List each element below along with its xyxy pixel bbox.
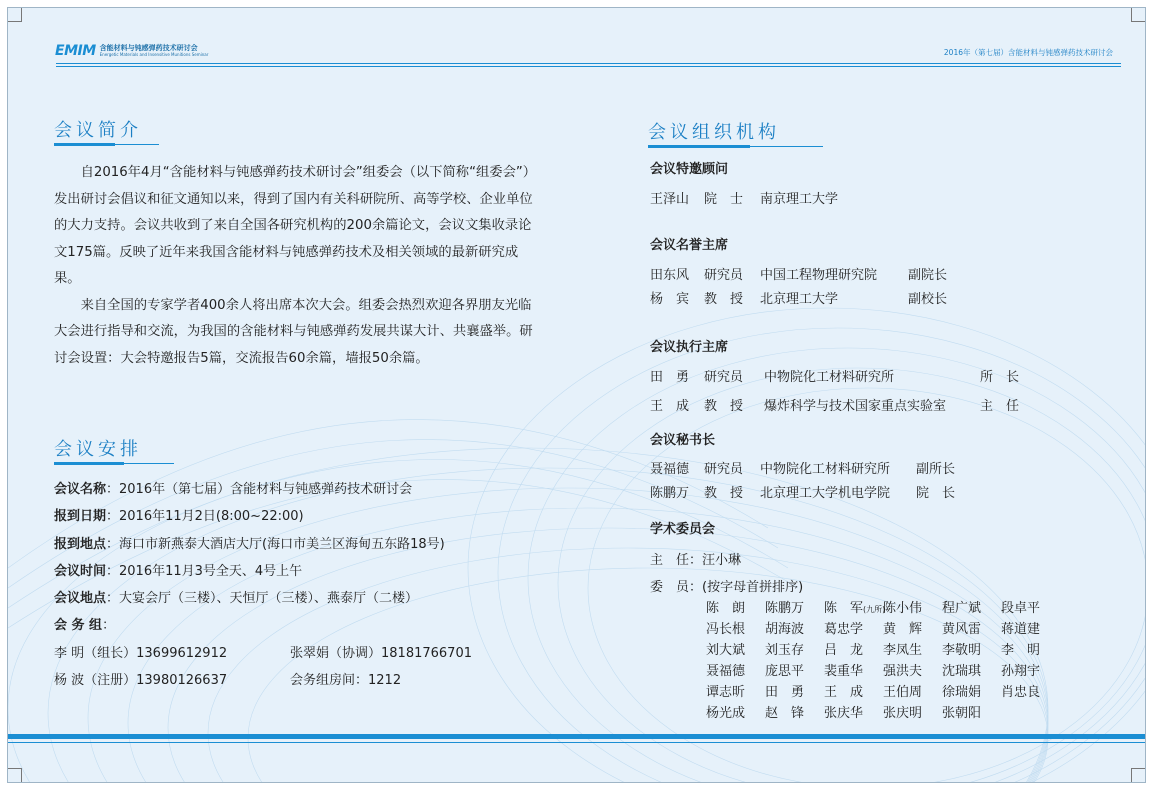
contact-row xyxy=(54,667,472,694)
person-title: 研究员 xyxy=(704,268,744,283)
advisor-heading: 会议特邀顾问 xyxy=(650,162,729,177)
schedule-list xyxy=(54,476,472,694)
header-rule xyxy=(56,63,1121,64)
schedule-item xyxy=(54,531,472,558)
person-affiliation: 北京理工大学 xyxy=(760,292,839,307)
member-name: 胡海波 xyxy=(765,622,805,637)
crop-mark xyxy=(1131,7,1146,22)
logo-english-name: Energetic Materials and Insensitive Munitions Seminar xyxy=(99,52,209,57)
schedule-item xyxy=(54,612,472,639)
intro-text xyxy=(54,160,538,372)
person-position: 所 长 xyxy=(980,370,1020,385)
member-name: 黄风雷 xyxy=(942,622,982,637)
schedule-value: ：2016年11月2日(8:00~22:00) xyxy=(106,509,304,525)
footer-rule xyxy=(8,742,1145,743)
member-name: 王伯周 xyxy=(883,685,923,700)
person-name: 陈鹏万 xyxy=(650,486,690,501)
logo-text xyxy=(100,45,209,57)
member-name: 刘大斌 xyxy=(706,643,746,658)
schedule-label: 会 务 组 xyxy=(54,618,103,634)
schedule-value: ： xyxy=(102,618,116,634)
schedule-value: ：大宴会厅（三楼）、天恒厅（三楼）、燕泰厅（二楼） xyxy=(106,591,419,607)
emim-logo xyxy=(55,43,208,59)
schedule-title: 会议安排 xyxy=(54,439,142,460)
member-name: 吕 龙 xyxy=(824,643,864,658)
logo-chinese-name: 含能材料与钝感弹药技术研讨会 xyxy=(99,44,198,52)
member-name: 刘玉存 xyxy=(765,643,805,658)
committee-members-grid xyxy=(706,598,1060,724)
person-name: 杨 宾 xyxy=(650,292,690,307)
intro-paragraph: 来自全国的专家学者400余人将出席本次大会。组委会热烈欢迎各界朋友光临大会进行指导和交流，为我国的含能材料与钝感弹药发展共谋大计、共襄盛举。研讨会设置：大会特邀报告5篇，交流报告60余篇，墙报50余篇。 xyxy=(54,297,533,366)
schedule-label: 会议时间 xyxy=(54,563,107,579)
member-name: 冯长根 xyxy=(706,622,746,637)
schedule-item xyxy=(54,476,472,503)
member-name: 强洪夫 xyxy=(883,664,923,679)
crop-mark xyxy=(7,7,22,22)
contact: 张翠娟（协调）18181766701 xyxy=(290,645,472,661)
member-row xyxy=(706,661,1060,682)
member-name: 田 勇 xyxy=(765,685,805,700)
schedule-label: 会议名称 xyxy=(54,482,107,497)
person-position: 院 长 xyxy=(916,486,956,501)
person-affiliation: 中物院化工材料研究所 xyxy=(764,370,895,385)
crop-mark xyxy=(1131,768,1146,783)
person-name: 田东风 xyxy=(650,268,690,283)
member-name: 王 成 xyxy=(824,685,864,700)
logo-mark: EMIM xyxy=(55,43,96,59)
person-title: 教 授 xyxy=(704,486,744,501)
schedule-item xyxy=(54,503,472,530)
person-affiliation: 爆炸科学与技术国家重点实验室 xyxy=(764,399,947,414)
person-title: 院 士 xyxy=(704,192,744,207)
member-name: 聂福德 xyxy=(706,664,746,679)
honorary-heading: 会议名誉主席 xyxy=(650,238,729,253)
member-name: 赵 锋 xyxy=(765,706,805,721)
member-name: 张朝阳 xyxy=(942,706,982,721)
member-name: 杨光成 xyxy=(706,706,746,721)
person-title: 研究员 xyxy=(704,370,744,385)
intro-paragraph: 自2016年4月“含能材料与钝感弹药技术研讨会”组委会（以下简称“组委会”）发出研讨会倡议和征文通知以来，得到了国内有关科研院所、高等学校、企业单位的大力支持。会议共收到了来自全国各研究机构的200余篇论文，会议文集收录论文175篇。反映了近年来我国含能材料与钝感弹药技术及相关领域的最新研究成果。 xyxy=(54,165,537,286)
document-page xyxy=(7,7,1146,783)
member-name: 陈鹏万 xyxy=(765,601,805,616)
running-title: 2016年（第七届）含能材料与钝感弹药技术研讨会 xyxy=(943,48,1113,57)
committee-heading: 学术委员会 xyxy=(650,522,716,537)
contact: 会务组房间：1212 xyxy=(290,673,402,689)
schedule-item xyxy=(54,558,472,585)
organization-title-rule xyxy=(648,146,823,147)
organization-title: 会议组织机构 xyxy=(648,122,780,143)
schedule-label: 报到地点 xyxy=(54,536,107,552)
member-name: 徐瑞娟 xyxy=(942,685,982,700)
footer-band xyxy=(8,734,1145,739)
contact: 李 明（组长）13699612912 xyxy=(54,645,228,661)
member-name: 沈瑞琪 xyxy=(942,664,982,679)
member-name: 庞思平 xyxy=(765,664,805,679)
person-position: 主 任 xyxy=(980,399,1020,414)
member-row xyxy=(706,703,1060,724)
member-name: 孙翔宇 xyxy=(1001,664,1041,679)
member-name: 陈 朗 xyxy=(706,601,746,616)
secretary-heading: 会议秘书长 xyxy=(650,433,716,448)
person-name: 田 勇 xyxy=(650,370,690,385)
member-note: (九所) xyxy=(863,605,886,614)
member-row xyxy=(706,598,1060,619)
person-affiliation: 中物院化工材料研究所 xyxy=(760,462,891,477)
person-affiliation: 南京理工大学 xyxy=(760,192,839,207)
member-name: 李敬明 xyxy=(942,643,982,658)
member-name-text: 陈 军 xyxy=(824,601,864,616)
contact: 杨 波（注册）13980126637 xyxy=(54,673,228,689)
intro-title: 会议简介 xyxy=(54,120,142,141)
member-name xyxy=(824,598,886,619)
schedule-item xyxy=(54,585,472,612)
member-name: 段卓平 xyxy=(1001,601,1041,616)
member-name: 谭志昕 xyxy=(706,685,746,700)
header-rule xyxy=(56,66,1121,67)
member-name: 蒋道建 xyxy=(1001,622,1041,637)
member-name: 程广斌 xyxy=(942,601,982,616)
crop-mark xyxy=(7,768,22,783)
schedule-label: 会议地点 xyxy=(54,591,107,607)
committee-members-label: 委 员：(按字母首拼排序) xyxy=(650,580,804,595)
member-row xyxy=(706,640,1060,661)
member-row xyxy=(706,682,1060,703)
person-position: 副校长 xyxy=(908,292,948,307)
member-row xyxy=(706,619,1060,640)
person-title: 教 授 xyxy=(704,399,744,414)
member-name: 陈小伟 xyxy=(883,601,923,616)
exec-heading: 会议执行主席 xyxy=(650,340,729,355)
committee-chair: 主 任：汪小琳 xyxy=(650,553,742,568)
member-name: 裴重华 xyxy=(824,664,864,679)
schedule-value: ：海口市新燕泰大酒店大厅(海口市美兰区海甸五东路18号) xyxy=(106,536,445,552)
person-title: 教 授 xyxy=(704,292,744,307)
schedule-label: 报到日期 xyxy=(54,509,107,525)
person-position: 副院长 xyxy=(908,268,948,283)
schedule-value: ：2016年（第七届）含能材料与钝感弹药技术研讨会 xyxy=(106,482,413,497)
member-name: 张庆华 xyxy=(824,706,864,721)
member-name: 葛忠学 xyxy=(824,622,864,637)
person-affiliation: 中国工程物理研究院 xyxy=(760,268,878,283)
contact-row xyxy=(54,640,472,667)
person-name: 王泽山 xyxy=(650,192,690,207)
intro-title-rule xyxy=(54,144,159,145)
member-name: 李凤生 xyxy=(883,643,923,658)
person-position: 副所长 xyxy=(916,462,956,477)
member-name: 肖忠良 xyxy=(1001,685,1041,700)
schedule-title-rule xyxy=(54,463,174,464)
person-name: 王 成 xyxy=(650,399,690,414)
member-name: 李 明 xyxy=(1001,643,1041,658)
person-affiliation: 北京理工大学机电学院 xyxy=(760,486,891,501)
person-title: 研究员 xyxy=(704,462,744,477)
person-name: 聂福德 xyxy=(650,462,690,477)
member-name: 黄 辉 xyxy=(883,622,923,637)
member-name: 张庆明 xyxy=(883,706,923,721)
schedule-value: ：2016年11月3号全天、4号上午 xyxy=(106,563,303,579)
